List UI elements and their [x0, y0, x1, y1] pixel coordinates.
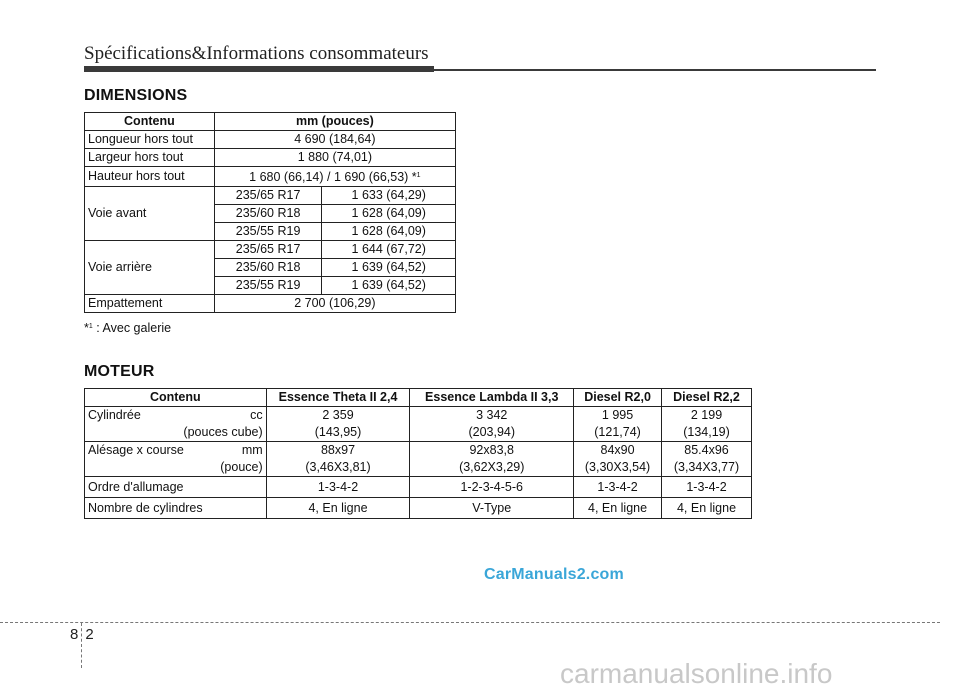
header-cell: Diesel R2,2 — [662, 389, 752, 407]
value-cell — [266, 442, 410, 477]
footnote-mark: * — [84, 321, 89, 335]
tire-size: 235/55 R19 — [214, 277, 322, 295]
row-label: Cylindrée — [88, 408, 141, 422]
value-cell — [266, 407, 410, 442]
tire-size: 235/60 R18 — [214, 205, 322, 223]
row-value: V-Type — [410, 498, 574, 519]
tire-size: 235/65 R17 — [214, 241, 322, 259]
table-row — [85, 149, 456, 167]
row-label: Empattement — [85, 295, 215, 313]
row-label-cell — [85, 442, 267, 477]
row-unit: mm — [241, 443, 263, 457]
value-main: 85.4x96 — [684, 443, 729, 457]
row-label: Nombre de cylindres — [85, 498, 267, 519]
row-value — [214, 167, 455, 187]
header-cell: Contenu — [85, 389, 267, 407]
row-value: 4, En ligne — [574, 498, 662, 519]
tire-size: 235/65 R17 — [214, 187, 322, 205]
row-unit-secondary: (pouce) — [220, 460, 263, 474]
header-rule — [434, 69, 876, 71]
value-alt: (3,30X3,54) — [584, 460, 651, 474]
tire-size: 235/55 R19 — [214, 223, 322, 241]
footer-site-watermark: carmanualsonline.info — [560, 658, 833, 689]
row-label: Longueur hors tout — [85, 131, 215, 149]
row-label-cell — [85, 407, 267, 442]
footnote — [84, 321, 171, 335]
row-label: Hauteur hors tout — [85, 167, 215, 187]
header-cell: Contenu — [85, 113, 215, 131]
row-value: 1 639 (64,52) — [322, 259, 456, 277]
row-value: 1 880 (74,01) — [214, 149, 455, 167]
row-unit-secondary: (pouces cube) — [183, 425, 263, 439]
value-main: 2 199 — [690, 408, 723, 422]
table-header-row — [85, 389, 752, 407]
footer-divider — [0, 622, 940, 623]
value-main: 1 995 — [601, 408, 634, 422]
row-value: 1-2-3-4-5-6 — [410, 477, 574, 498]
watermark-link[interactable]: CarManuals2.com — [484, 566, 624, 583]
value-cell — [574, 407, 662, 442]
table-row — [85, 167, 456, 187]
value-cell — [662, 442, 752, 477]
row-value: 2 700 (106,29) — [214, 295, 455, 313]
value-alt: (3,34X3,77) — [673, 460, 740, 474]
footnote-text: : Avec galerie — [96, 321, 172, 335]
hauteur-value: 1 680 (66,14) / 1 690 (66,53) * — [249, 170, 417, 184]
tire-size: 235/60 R18 — [214, 259, 322, 277]
table-row — [85, 477, 752, 498]
header-cell: Essence Lambda II 3,3 — [410, 389, 574, 407]
footnote-sup: 1 — [88, 323, 93, 330]
row-value: 1 628 (64,09) — [322, 205, 456, 223]
value-main: 92x83,8 — [469, 443, 514, 457]
value-alt: (203,94) — [468, 425, 516, 439]
header-cell: mm (pouces) — [214, 113, 455, 131]
row-value: 1-3-4-2 — [662, 477, 752, 498]
moteur-table — [84, 388, 752, 519]
row-value: 1-3-4-2 — [574, 477, 662, 498]
table-row — [85, 131, 456, 149]
row-label: Largeur hors tout — [85, 149, 215, 167]
row-value: 4, En ligne — [662, 498, 752, 519]
value-cell — [662, 407, 752, 442]
row-label: Voie arrière — [85, 241, 215, 295]
value-main: 2 359 — [322, 408, 354, 422]
header-cell: Diesel R2,0 — [574, 389, 662, 407]
row-value: 1 633 (64,29) — [322, 187, 456, 205]
value-alt: (143,95) — [314, 425, 362, 439]
row-value: 1 639 (64,52) — [322, 277, 456, 295]
header-bar — [84, 66, 434, 72]
table-row — [85, 187, 456, 205]
row-label: Alésage x course — [88, 443, 184, 457]
table-row — [85, 407, 752, 442]
row-value: 4 690 (184,64) — [214, 131, 455, 149]
header-cell: Essence Theta II 2,4 — [266, 389, 410, 407]
row-label: Ordre d'allumage — [85, 477, 267, 498]
row-value: 1 628 (64,09) — [322, 223, 456, 241]
dimensions-table — [84, 112, 456, 313]
table-row — [85, 241, 456, 259]
value-cell — [574, 442, 662, 477]
value-main: 3 342 — [476, 408, 508, 422]
row-value: 1-3-4-2 — [266, 477, 410, 498]
value-cell — [410, 442, 574, 477]
row-unit: cc — [250, 408, 263, 422]
row-label: Voie avant — [85, 187, 215, 241]
dimensions-title: DIMENSIONS — [84, 87, 188, 104]
value-alt: (3,46X3,81) — [305, 460, 371, 474]
row-value: 4, En ligne — [266, 498, 410, 519]
header-title: Spécifications&Informations consommateurs — [84, 43, 429, 64]
value-alt: (3,62X3,29) — [459, 460, 525, 474]
footnote-ref: 1 — [416, 172, 421, 179]
value-main: 84x90 — [600, 443, 635, 457]
value-cell — [410, 407, 574, 442]
value-main: 88x97 — [320, 443, 356, 457]
value-alt: (121,74) — [594, 425, 641, 439]
table-header-row — [85, 113, 456, 131]
table-row — [85, 295, 456, 313]
table-row — [85, 442, 752, 477]
table-row — [85, 498, 752, 519]
moteur-title: MOTEUR — [84, 363, 155, 380]
value-alt: (134,19) — [683, 425, 730, 439]
page-number: 82 — [70, 626, 101, 643]
row-value: 1 644 (67,72) — [322, 241, 456, 259]
